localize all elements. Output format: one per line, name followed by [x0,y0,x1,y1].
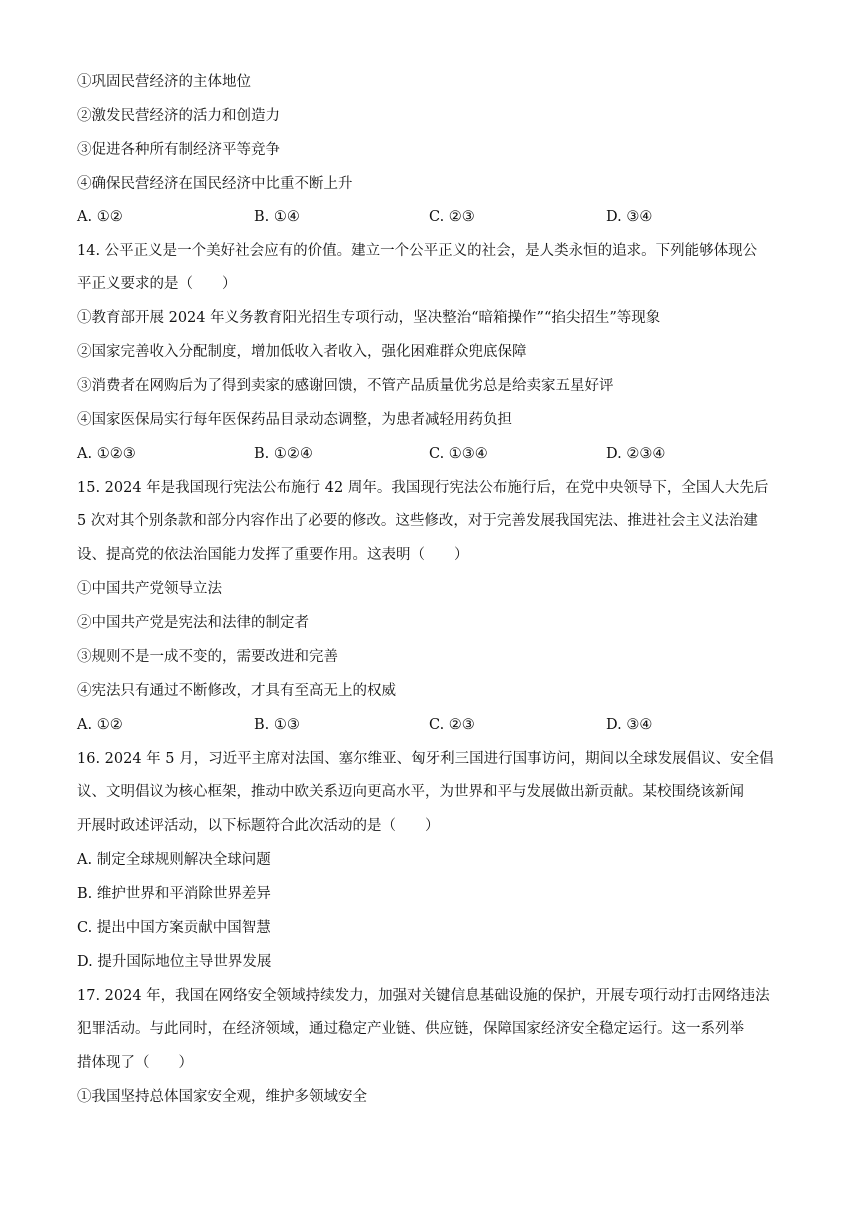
q13-item: ②激发民营经济的活力和创造力 [77,108,280,124]
q15-item: ②中国共产党是宪法和法律的制定者 [77,615,309,631]
q16-option-a: A. 制定全球规则解决全球问题 [77,852,271,868]
q16-option-d: D. 提升国际地位主导世界发展 [77,954,272,970]
q14-option-b: B. ①②④ [254,446,313,462]
q14-option-c: C. ①③④ [429,446,488,462]
q13-item: ①巩固民营经济的主体地位 [77,74,251,90]
q15-option-d: D. ③④ [606,717,653,733]
q14-item: ③消费者在网购后为了得到卖家的感谢回馈，不管产品质量优劣总是给卖家五星好评 [77,378,614,394]
q13-option-c: C. ②③ [429,209,475,225]
q17-stem: 措体现了（ ） [77,1055,193,1071]
q15-option-a: A. ①② [77,717,123,733]
q16-stem: 议、文明倡议为核心框架，推动中欧关系迈向更高水平，为世界和平与发展做出新贡献。某校围绕该新闻 [77,784,744,800]
q14-item: ①教育部开展 2024 年义务教育阳光招生专项行动，坚决整治“暗箱操作”“掐尖招生”等现象 [77,310,661,326]
q16-option-c: C. 提出中国方案贡献中国智慧 [77,920,271,936]
q14-option-d: D. ②③④ [606,446,666,462]
q17-stem: 17. 2024 年，我国在网络安全领域持续发力，加强对关键信息基础设施的保护，开展专项行动打击网络违法 [77,988,770,1004]
q16-stem: 16. 2024 年 5 月，习近平主席对法国、塞尔维亚、匈牙利三国进行国事访问，期间以全球发展倡议、安全倡 [77,751,774,767]
q15-item: ①中国共产党领导立法 [77,581,222,597]
q14-stem: 14. 公平正义是一个美好社会应有的价值。建立一个公平正义的社会，是人类永恒的追求。下列能够体现公 [77,243,758,259]
q15-stem: 设、提高党的依法治国能力发挥了重要作用。这表明（ ） [77,547,469,563]
q17-item: ①我国坚持总体国家安全观，维护多领域安全 [77,1089,367,1105]
q14-option-a: A. ①②③ [77,446,136,462]
q16-option-b: B. 维护世界和平消除世界差异 [77,886,271,902]
q15-option-c: C. ②③ [429,717,475,733]
q15-item: ④宪法只有通过不断修改，才具有至高无上的权威 [77,683,396,699]
q13-option-b: B. ①④ [254,209,300,225]
q13-option-d: D. ③④ [606,209,653,225]
q14-stem: 平正义要求的是（ ） [77,276,237,292]
q14-item: ②国家完善收入分配制度，增加低收入者收入，强化困难群众兜底保障 [77,344,527,360]
q15-item: ③规则不是一成不变的，需要改进和完善 [77,649,338,665]
q15-stem: 5 次对其个别条款和部分内容作出了必要的修改。这些修改，对于完善发展我国宪法、推进社会主义法治建 [77,513,758,529]
q14-item: ④国家医保局实行每年医保药品目录动态调整，为患者减轻用药负担 [77,412,512,428]
q16-stem: 开展时政述评活动，以下标题符合此次活动的是（ ） [77,818,440,834]
q15-option-b: B. ①③ [254,717,300,733]
q15-stem: 15. 2024 年是我国现行宪法公布施行 42 周年。我国现行宪法公布施行后，在党中央领导下，全国人大先后 [77,480,769,496]
q17-stem: 犯罪活动。与此同时，在经济领域，通过稳定产业链、供应链，保障国家经济安全稳定运行。这一系列举 [77,1021,744,1037]
q13-item: ③促进各种所有制经济平等竞争 [77,142,280,158]
q13-option-a: A. ①② [77,209,123,225]
q13-item: ④确保民营经济在国民经济中比重不断上升 [77,176,353,192]
